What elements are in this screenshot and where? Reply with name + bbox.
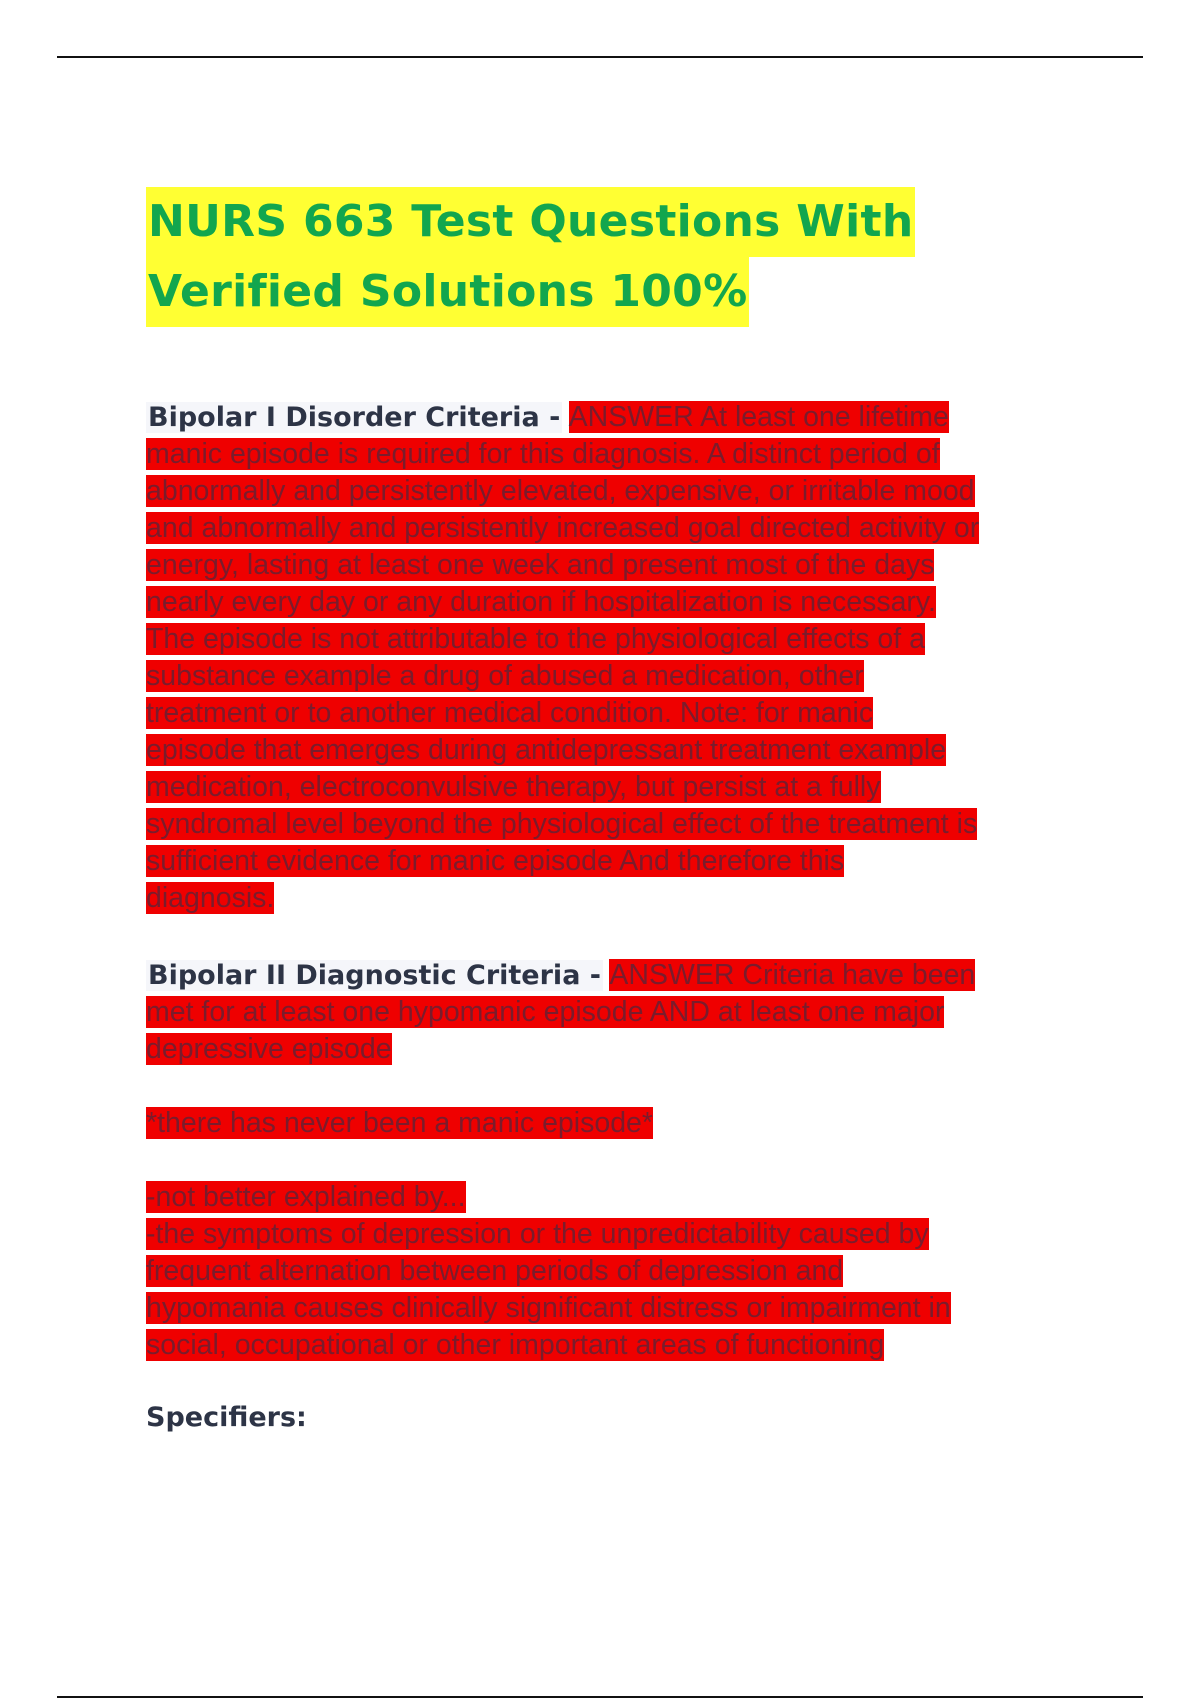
specifiers-heading: Specifiers:	[146, 1402, 307, 1433]
answer-line	[146, 957, 975, 994]
title-line-1: NURS 663 Test Questions With	[146, 187, 915, 257]
document-title	[146, 187, 915, 327]
answer-line: -not better explained by...	[146, 1181, 466, 1213]
answer-text: ANSWER At least one lifetime	[568, 401, 949, 433]
answer-line: medication, electroconvulsive therapy, but persist at a fully	[146, 771, 881, 803]
answer-line: The episode is not attributable to the physiological effects of a	[146, 623, 925, 655]
top-rule	[57, 56, 1143, 58]
answer-line: frequent alternation between periods of depression and	[146, 1255, 844, 1287]
answer-line: abnormally and persistently elevated, expensive, or irritable mood	[146, 475, 975, 507]
answer-line: syndromal level beyond the physiological effect of the treatment is	[146, 808, 978, 840]
answer-line: manic episode is required for this diagnosis. A distinct period of	[146, 438, 940, 470]
answer-line: -the symptoms of depression or the unpredictability caused by	[146, 1218, 929, 1250]
answer-line: episode that emerges during antidepressant treatment example	[146, 734, 947, 766]
answer-line: diagnosis.	[146, 882, 275, 914]
answer-line	[146, 399, 949, 436]
answer-line: met for at least one hypomanic episode AND at least one major	[146, 996, 945, 1028]
answer-text: ANSWER Criteria have been	[609, 959, 976, 991]
question-bipolar-2	[146, 957, 1106, 1364]
question-label: Bipolar II Diagnostic Criteria -	[148, 960, 602, 991]
bottom-rule	[57, 1696, 1143, 1698]
question-bipolar-1	[146, 399, 1106, 917]
answer-line: hypomania causes clinically significant distress or impairment in	[146, 1292, 951, 1324]
answer-line: substance example a drug of abused a medication, other	[146, 660, 864, 692]
question-answer-block	[146, 957, 1106, 1068]
question-label: Bipolar I Disorder Criteria -	[148, 402, 561, 433]
answer-line: depressive episode	[146, 1033, 392, 1065]
answer-line: nearly every day or any duration if hospitalization is necessary.	[146, 586, 936, 618]
answer-note	[146, 1105, 1106, 1142]
title-line-2: Verified Solutions 100%	[146, 257, 749, 327]
answer-line: sufficient evidence for manic episode And therefore this	[146, 845, 845, 877]
answer-line: social, occupational or other important areas of functioning	[146, 1329, 885, 1361]
answer-line: *there has never been a manic episode*	[146, 1107, 654, 1139]
question-answer-block	[146, 399, 1106, 917]
answer-line: and abnormally and persistently increased goal directed activity or	[146, 512, 980, 544]
answer-line: energy, lasting at least one week and present most of the days	[146, 549, 935, 581]
answer-exclusion	[146, 1179, 1106, 1364]
answer-line: treatment or to another medical condition. Note: for manic	[146, 697, 874, 729]
